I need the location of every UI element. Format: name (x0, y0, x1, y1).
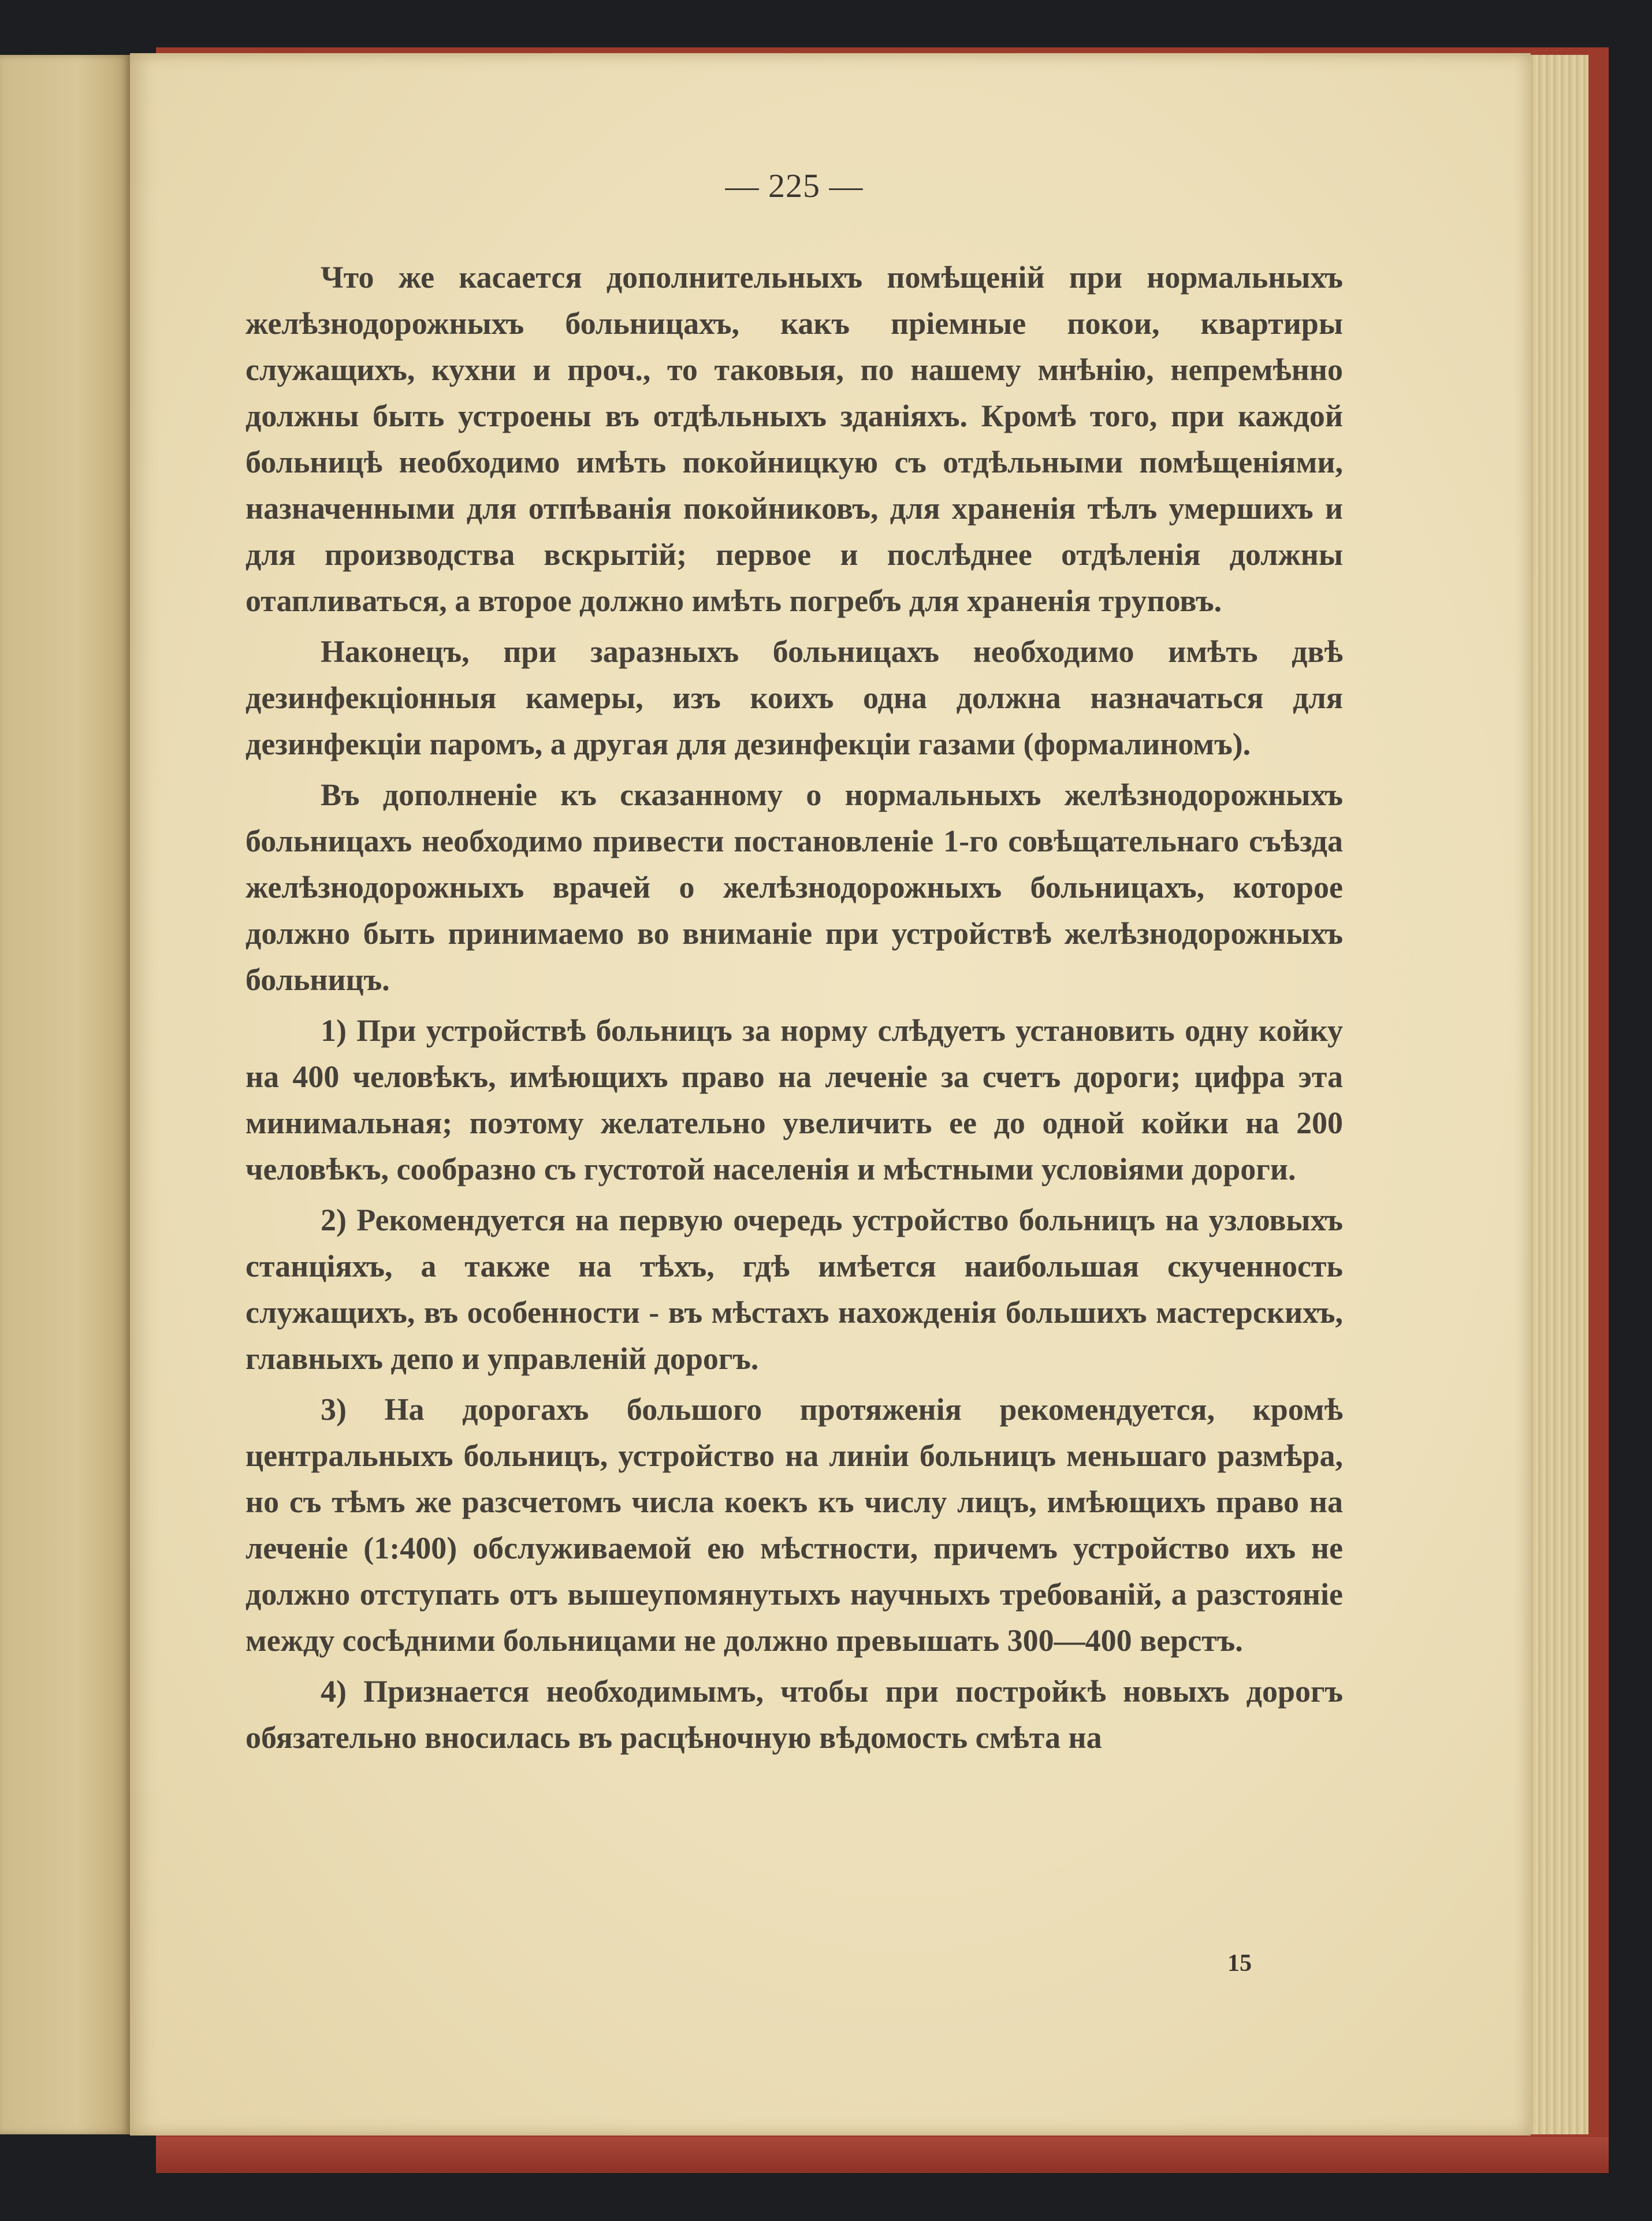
page-number: — 225 — (725, 167, 864, 204)
book-cover-bottom-edge (156, 2137, 1609, 2173)
signature-mark: 15 (1227, 1950, 1252, 1977)
paragraph-6: 3) На дорогахъ большого протяженія рекомендуется, кромѣ центральныхъ больницъ, устройство на линіи больницъ меньшаго размѣра, но съ тѣмъ же разсчетомъ числа коекъ къ числу лицъ, имѣющихъ право на леченіе (1:400) обслуживаемой ею мѣстности, причемъ устройство ихъ не должно отступать отъ вышеупомянутыхъ научныхъ требованій, а разстояніе между сосѣдними больницами не должно превышать 300—400 верстъ. (245, 1392, 1343, 1658)
left-page-edge (0, 55, 130, 2134)
body-text (245, 254, 1343, 1765)
paragraph-5: 2) Рекомендуется на первую очередь устройство больницъ на узловыхъ станціяхъ, а также на тѣхъ, гдѣ имѣется наибольшая скученность служащихъ, въ особенности - въ мѣстахъ нахожденія большихъ мастерскихъ, главныхъ депо и управленій дорогъ. (245, 1203, 1343, 1376)
paragraph-1: Что же касается дополнительныхъ помѣщеній при нормальныхъ желѣзнодорожныхъ больницахъ, какъ пріемные покои, квартиры служащихъ, кухни и проч., то таковыя, по нашему мнѣнію, непремѣнно должны быть устроены въ отдѣльныхъ зданіяхъ. Кромѣ того, при каждой больницѣ необходимо имѣть покойницкую съ отдѣльными помѣщеніями, назначенными для отпѣванія покойниковъ, для храненія тѣлъ умершихъ и для производства вскрытій; первое и послѣднее отдѣленія должны отапливаться, а второе должно имѣть погребъ для храненія труповъ. (245, 260, 1343, 618)
paragraph-7: 4) Признается необходимымъ, чтобы при постройкѣ новыхъ дорогъ обязательно вносилась въ расцѣночную вѣдомость смѣта на (245, 1674, 1343, 1755)
paragraph-3: Въ дополненіе къ сказанному о нормальныхъ желѣзнодорожныхъ больницахъ необходимо привести постановленіе 1-го совѣщательнаго съѣзда желѣзнодорожныхъ врачей о желѣзнодорожныхъ больницахъ, которое должно быть принимаемо во вниманіе при устройствѣ желѣзнодорожныхъ больницъ. (245, 777, 1343, 997)
paragraph-4: 1) При устройствѣ больницъ за норму слѣдуетъ установить одну койку на 400 человѣкъ, имѣющихъ право на леченіе за счетъ дороги; цифра эта минимальная; поэтому желательно увеличить ее до одной койки на 200 человѣкъ, сообразно съ густотой населенія и мѣстными условіями дороги. (245, 1013, 1343, 1186)
paragraph-2: Наконецъ, при заразныхъ больницахъ необходимо имѣть двѣ дезинфекціонныя камеры, изъ коихъ одна должна назначаться для дезинфекціи паромъ, а другая для дезинфекціи газами (формалиномъ). (245, 634, 1343, 761)
